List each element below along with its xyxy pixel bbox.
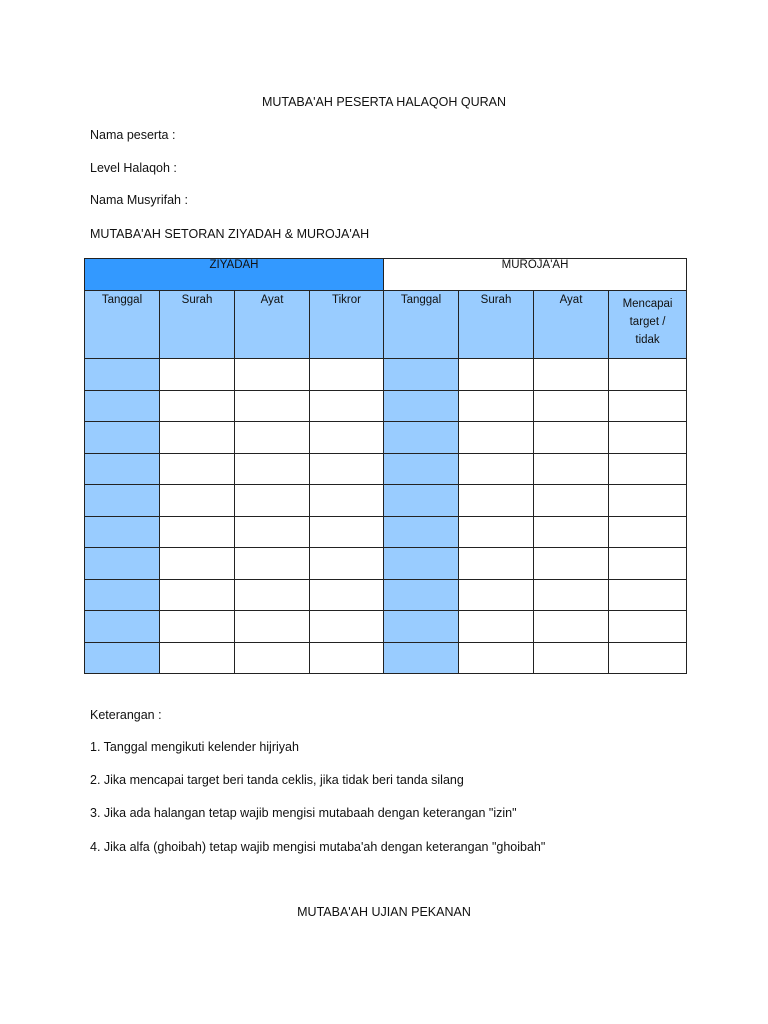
table-cell[interactable] bbox=[235, 579, 310, 611]
date-cell[interactable] bbox=[85, 485, 160, 517]
table-cell[interactable] bbox=[459, 359, 534, 391]
footer-title: MUTABA'AH UJIAN PEKANAN bbox=[297, 905, 471, 919]
table-cell[interactable] bbox=[235, 516, 310, 548]
table-cell[interactable] bbox=[459, 390, 534, 422]
document-title: MUTABA'AH PESERTA HALAQOH QURAN bbox=[261, 95, 507, 109]
date-cell[interactable] bbox=[85, 516, 160, 548]
table-row bbox=[85, 359, 687, 391]
date-cell[interactable] bbox=[384, 422, 459, 454]
table-cell[interactable] bbox=[609, 422, 687, 454]
date-cell[interactable] bbox=[384, 453, 459, 485]
table-cell[interactable] bbox=[534, 359, 609, 391]
column-header-tanggal: Tanggal bbox=[85, 291, 160, 359]
column-header-surah: Surah bbox=[459, 291, 534, 359]
table-cell[interactable] bbox=[609, 548, 687, 580]
table-cell[interactable] bbox=[160, 516, 235, 548]
date-cell[interactable] bbox=[85, 642, 160, 674]
date-cell[interactable] bbox=[384, 611, 459, 643]
table-cell[interactable] bbox=[160, 642, 235, 674]
table-cell[interactable] bbox=[534, 516, 609, 548]
table-cell[interactable] bbox=[609, 579, 687, 611]
table-cell[interactable] bbox=[160, 422, 235, 454]
table-cell[interactable] bbox=[609, 516, 687, 548]
table-row bbox=[85, 516, 687, 548]
table-cell[interactable] bbox=[459, 485, 534, 517]
field-nama-musyrifah: Nama Musyrifah : bbox=[90, 193, 188, 207]
note-item: 3. Jika ada halangan tetap wajib mengisi mutabaah dengan keterangan "izin" bbox=[90, 806, 517, 820]
table-cell[interactable] bbox=[534, 453, 609, 485]
table-cell[interactable] bbox=[534, 422, 609, 454]
setoran-table bbox=[84, 258, 687, 674]
column-header-ayat: Ayat bbox=[235, 291, 310, 359]
table-cell[interactable] bbox=[235, 453, 310, 485]
table-row bbox=[85, 579, 687, 611]
table-cell[interactable] bbox=[609, 453, 687, 485]
table-cell[interactable] bbox=[609, 642, 687, 674]
table-cell[interactable] bbox=[235, 422, 310, 454]
table-cell[interactable] bbox=[534, 485, 609, 517]
table-cell[interactable] bbox=[459, 422, 534, 454]
table-cell[interactable] bbox=[534, 579, 609, 611]
group-header-ziyadah: ZIYADAH bbox=[85, 259, 384, 291]
table-cell[interactable] bbox=[609, 390, 687, 422]
table-cell[interactable] bbox=[459, 516, 534, 548]
table-cell[interactable] bbox=[534, 642, 609, 674]
date-cell[interactable] bbox=[85, 390, 160, 422]
date-cell[interactable] bbox=[85, 422, 160, 454]
table-cell[interactable] bbox=[609, 611, 687, 643]
date-cell[interactable] bbox=[384, 548, 459, 580]
date-cell[interactable] bbox=[384, 579, 459, 611]
note-item: 2. Jika mencapai target beri tanda ceklis, jika tidak beri tanda silang bbox=[90, 773, 464, 787]
notes-heading: Keterangan : bbox=[90, 708, 162, 722]
table-cell[interactable] bbox=[160, 611, 235, 643]
table-cell[interactable] bbox=[310, 611, 384, 643]
column-header-mencapai: Mencapai target / tidak bbox=[609, 291, 687, 359]
table-row bbox=[85, 485, 687, 517]
table-cell[interactable] bbox=[160, 485, 235, 517]
date-cell[interactable] bbox=[384, 485, 459, 517]
note-item: 1. Tanggal mengikuti kelender hijriyah bbox=[90, 740, 299, 754]
column-header-ayat: Ayat bbox=[534, 291, 609, 359]
table-row bbox=[85, 422, 687, 454]
date-cell[interactable] bbox=[85, 579, 160, 611]
table-cell[interactable] bbox=[235, 359, 310, 391]
table-cell[interactable] bbox=[160, 453, 235, 485]
table-cell[interactable] bbox=[310, 548, 384, 580]
table-cell[interactable] bbox=[310, 453, 384, 485]
date-cell[interactable] bbox=[85, 611, 160, 643]
table-cell[interactable] bbox=[160, 390, 235, 422]
table-row bbox=[85, 611, 687, 643]
column-header-surah: Surah bbox=[160, 291, 235, 359]
table-cell[interactable] bbox=[459, 642, 534, 674]
date-cell[interactable] bbox=[384, 359, 459, 391]
column-header-tikror: Tikror bbox=[310, 291, 384, 359]
section-title: MUTABA'AH SETORAN ZIYADAH & MUROJA'AH bbox=[90, 227, 370, 241]
table-cell[interactable] bbox=[310, 422, 384, 454]
date-cell[interactable] bbox=[85, 453, 160, 485]
table-cell[interactable] bbox=[235, 485, 310, 517]
table-cell[interactable] bbox=[235, 642, 310, 674]
table-row bbox=[85, 642, 687, 674]
table-cell[interactable] bbox=[160, 359, 235, 391]
table-cell[interactable] bbox=[310, 359, 384, 391]
date-cell[interactable] bbox=[85, 359, 160, 391]
table-cell[interactable] bbox=[235, 548, 310, 580]
group-header-murojaah: MUROJA'AH bbox=[384, 259, 687, 291]
date-cell[interactable] bbox=[384, 390, 459, 422]
table-cell[interactable] bbox=[310, 579, 384, 611]
date-cell[interactable] bbox=[85, 548, 160, 580]
table-cell[interactable] bbox=[459, 611, 534, 643]
table-cell[interactable] bbox=[459, 548, 534, 580]
table-cell[interactable] bbox=[459, 453, 534, 485]
table-row bbox=[85, 548, 687, 580]
table-cell[interactable] bbox=[310, 642, 384, 674]
table-cell[interactable] bbox=[534, 611, 609, 643]
table-row bbox=[85, 453, 687, 485]
field-level-halaqoh: Level Halaqoh : bbox=[90, 161, 177, 175]
table-cell[interactable] bbox=[235, 611, 310, 643]
table-cell[interactable] bbox=[534, 390, 609, 422]
table-cell[interactable] bbox=[160, 579, 235, 611]
date-cell[interactable] bbox=[384, 516, 459, 548]
table-cell[interactable] bbox=[459, 579, 534, 611]
table-cell[interactable] bbox=[235, 390, 310, 422]
table-cell[interactable] bbox=[160, 548, 235, 580]
column-header-tanggal: Tanggal bbox=[384, 291, 459, 359]
table-cell[interactable] bbox=[609, 359, 687, 391]
table-row bbox=[85, 390, 687, 422]
table-cell[interactable] bbox=[310, 390, 384, 422]
table-cell[interactable] bbox=[534, 548, 609, 580]
date-cell[interactable] bbox=[384, 642, 459, 674]
table-cell[interactable] bbox=[310, 516, 384, 548]
field-nama-peserta: Nama peserta : bbox=[90, 128, 176, 142]
table-cell[interactable] bbox=[310, 485, 384, 517]
note-item: 4. Jika alfa (ghoibah) tetap wajib mengisi mutaba'ah dengan keterangan "ghoibah" bbox=[90, 840, 546, 854]
table-cell[interactable] bbox=[609, 485, 687, 517]
